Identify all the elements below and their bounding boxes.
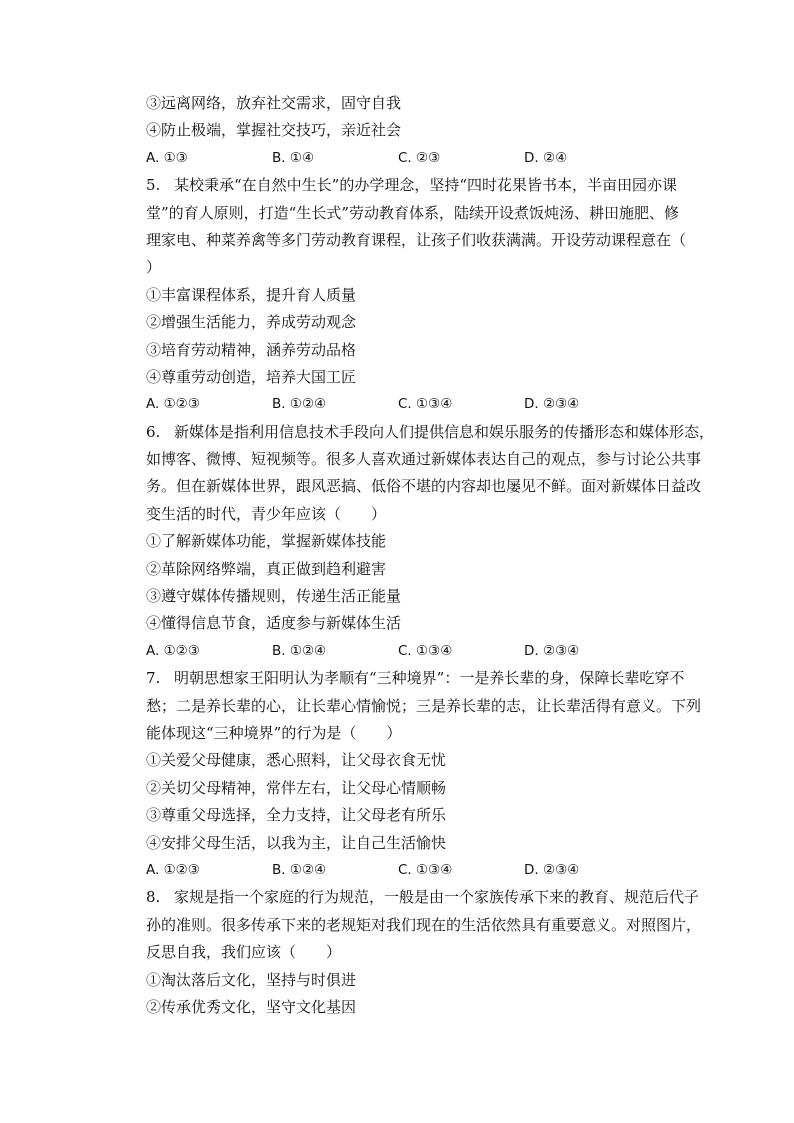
- q7-number: 7.: [146, 669, 161, 688]
- q6-item-1: ①了解新媒体功能，掌握新媒体技能: [146, 532, 387, 551]
- question-content: [146, 90, 715, 1021]
- q7-stem-line-1: 7. 明朝思想家王阳明认为孝顺有“三种境界”：一是养长辈的身，保障长辈吃穿不: [146, 665, 676, 692]
- q5-options: [146, 391, 676, 418]
- q6-stem-line-3: 务。但在新媒体世界，跟风恶搞、低俗不堪的内容却也屡见不鲜。面对新媒体日益改: [146, 477, 702, 496]
- q4-option-a: A. ①③: [146, 149, 188, 166]
- q8-stem-line-3: 反思自我，我们应该（ ）: [146, 943, 342, 962]
- q4-options: [146, 145, 676, 172]
- q7-options: [146, 857, 676, 884]
- q7-option-b: B. ①②④: [272, 861, 327, 878]
- q6-stem-line-2: 如博客、微博、短视频等。很多人喜欢通过新媒体表达自己的观点，参与讨论公共事: [146, 450, 702, 469]
- q6-stem-line-1: 6. 新媒体是指利用信息技术手段向人们提供信息和娱乐服务的传播形态和媒体形态，: [146, 419, 676, 446]
- q8-item-2: ②传承优秀文化，坚守文化基因: [146, 997, 357, 1016]
- q5-option-d: D. ②③④: [524, 396, 580, 413]
- q7-option-c: C. ①③④: [398, 861, 453, 878]
- q5-item-4: ④尊重劳动创造，培养大国工匠: [146, 367, 357, 386]
- q5-stem-line-2: 堂”的育人原则，打造“生长式”劳动教育体系，陆续开设煮饭炖汤、耕田施肥、修: [146, 203, 680, 222]
- q6-option-a: A. ①②③: [146, 642, 200, 659]
- q7-item-1: ①关爱父母健康，悉心照料，让父母衣食无忧: [146, 751, 447, 770]
- q7-stem-line-3: 能体现这“三种境界”的行为是（ ）: [146, 723, 402, 742]
- q8-item-1: ①淘汰落后文化，坚持与时俱进: [146, 970, 357, 989]
- q6-number: 6.: [146, 422, 161, 441]
- q6-option-b: B. ①②④: [272, 642, 327, 659]
- q7-item-2: ②关切父母精神，常伴左右，让父母心情顺畅: [146, 778, 447, 797]
- q5-item-1: ①丰富课程体系，提升育人质量: [146, 285, 357, 304]
- q4-item-3: ③远离网络，放弃社交需求，固守自我: [146, 94, 402, 112]
- q4-option-c: C. ②③: [398, 149, 441, 166]
- q8-stem-line-1: 8. 家规是指一个家庭的行为规范，一般是由一个家族传承下来的教育、规范后代子: [146, 884, 676, 911]
- q5-number: 5.: [146, 176, 161, 195]
- q7-option-d: D. ②③④: [524, 861, 580, 878]
- q8-number: 8.: [146, 888, 161, 907]
- q7-option-a: A. ①②③: [146, 861, 200, 878]
- q7-item-3: ③尊重父母选择，全力支持，让父母老有所乐: [146, 806, 447, 825]
- q5-option-a: A. ①②③: [146, 396, 200, 413]
- q6-options: [146, 638, 676, 665]
- q4-option-b: B. ①④: [272, 149, 315, 166]
- q6-stem-line-4: 变生活的时代，青少年应该（ ）: [146, 504, 387, 523]
- q5-item-3: ③培育劳动精神，涵养劳动品格: [146, 340, 357, 359]
- q7-item-4: ④安排父母生活，以我为主，让自己生活愉快: [146, 833, 447, 852]
- q8-stem-line-2: 孙的准则。很多传承下来的老规矩对我们现在的生活依然具有重要意义。对照图片，: [146, 915, 702, 934]
- q5-stem-line-4: ）: [146, 258, 162, 277]
- q5-option-c: C. ①③④: [398, 396, 453, 413]
- q5-stem-line-1: 5. 某校秉承“在自然中生长”的办学理念，坚持“四时花果皆书本，半亩田园亦课: [146, 172, 676, 199]
- q4-option-d: D. ②④: [524, 149, 568, 166]
- q5-option-b: B. ①②④: [272, 396, 327, 413]
- q5-stem-line-3: 理家电、种菜养禽等多门劳动教育课程，让孩子们收获满满。开设劳动课程意在（: [146, 230, 687, 249]
- q7-stem-line-2: 愁；二是养长辈的心，让长辈心情愉悦；三是养长辈的志，让长辈活得有意义。下列: [146, 696, 702, 715]
- q6-item-2: ②革除网络弊端，真正做到趋利避害: [146, 559, 387, 578]
- q6-option-c: C. ①③④: [398, 642, 453, 659]
- q5-item-2: ②增强生活能力，养成劳动观念: [146, 313, 357, 332]
- q4-item-4: ④防止极端，掌握社交技巧，亲近社会: [146, 121, 402, 140]
- q6-item-4: ④懂得信息节食，适度参与新媒体生活: [146, 614, 402, 633]
- q6-option-d: D. ②③④: [524, 642, 580, 659]
- q6-item-3: ③遵守媒体传播规则，传递生活正能量: [146, 587, 402, 606]
